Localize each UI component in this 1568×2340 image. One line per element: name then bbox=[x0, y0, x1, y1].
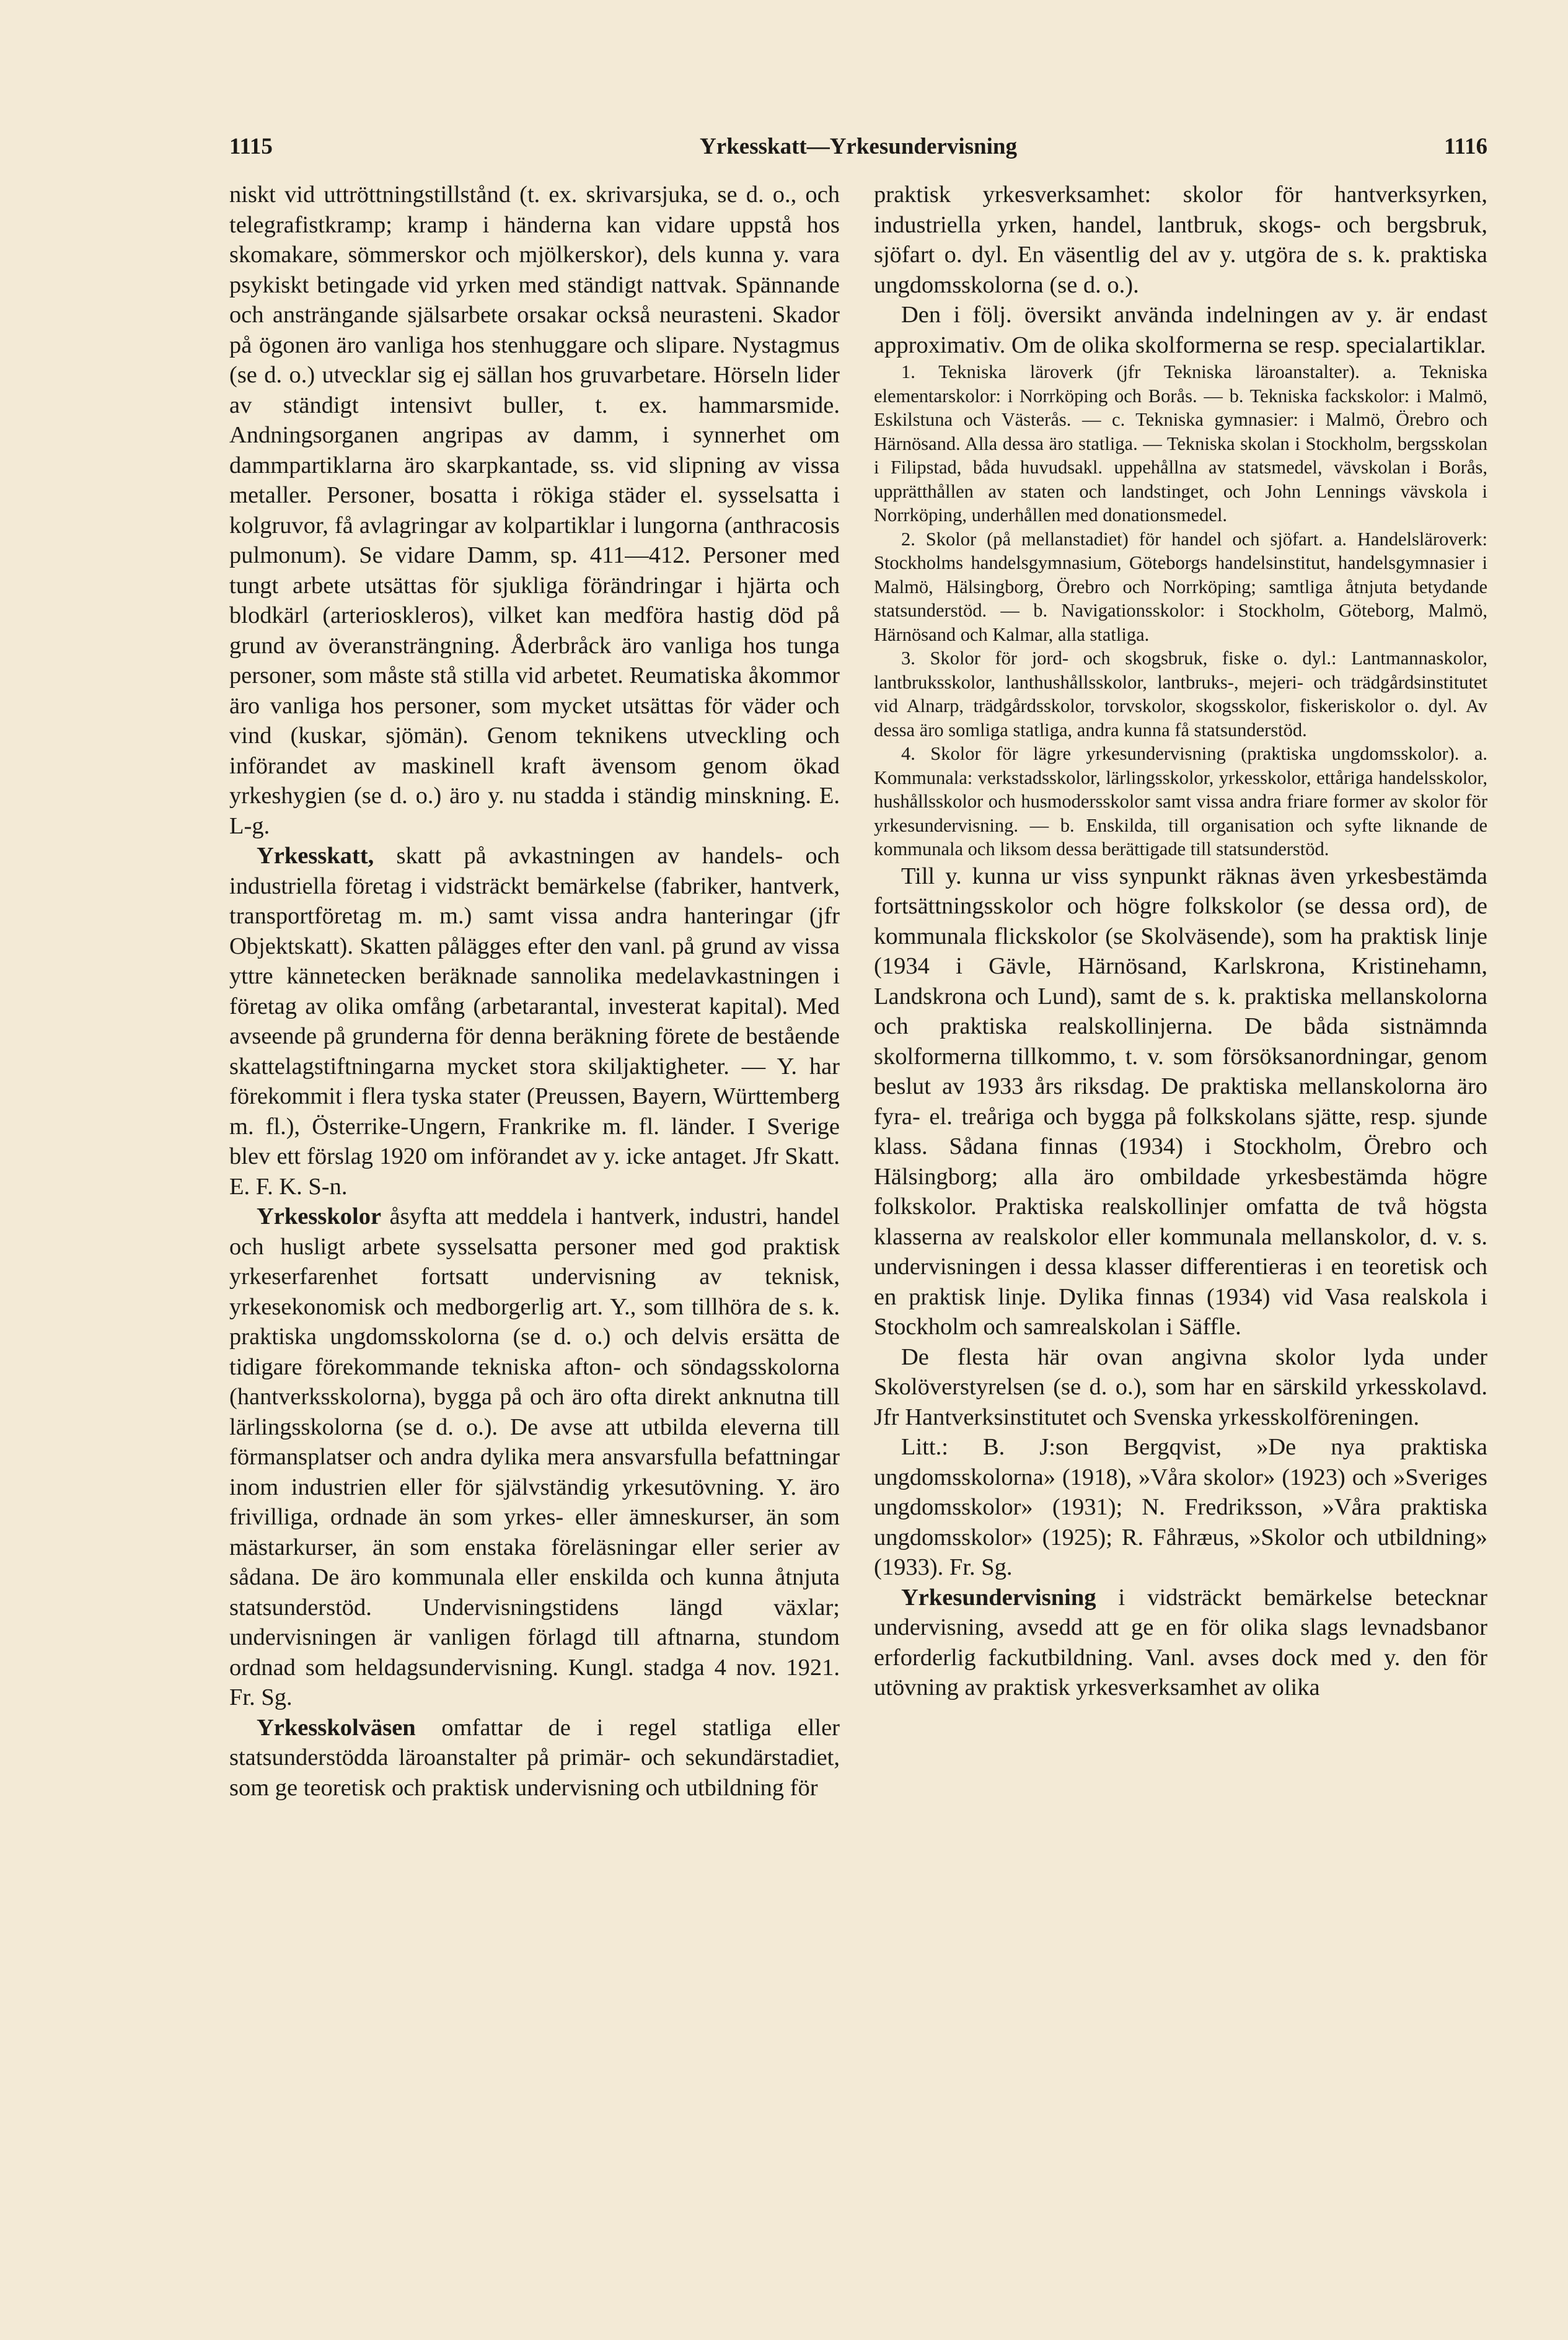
entry-headword: Yrkesskolor bbox=[257, 1203, 382, 1229]
entry-yrkesskatt bbox=[229, 841, 840, 1202]
paragraph: De flesta här ovan angivna skolor lyda under Skolöverstyrelsen (se d. o.), som har en särskild yrkesskolavd. Jfr Hantverksinstitutet och Svenska yrkesskolföreningen. bbox=[874, 1344, 1487, 1430]
entry-text: skatt på avkastningen av handels- och industriella företag i vidsträckt bemärkelse (fabriker, hantverk, transportföretag m. m.) samt vissa andra hanteringar (jfr Objektskatt). Skatten pålägges efter den vanl. på grund av vissa yttre kännetecken beräknade sannolika medelavkastningen i företag av olika omfång (arbetarantal, investerat kapital). Med avseende på grunderna för denna beräkning förete de bestående skattelagstiftningarna mycket stora skiljaktigheter. — Y. har förekommit i flera tyska stater (Preussen, Bayern, Württemberg m. fl.), Österrike-Ungern, Frankrike m. fl. länder. I Sverige blev ett förslag 1920 om införandet av y. icke antaget. Jfr Skatt. E. F. K. S-n. bbox=[229, 843, 840, 1200]
left-column bbox=[229, 180, 840, 2219]
paragraph: Till y. kunna ur viss synpunkt räknas även yrkesbestämda fortsättningsskolor och högre folkskolor (se dessa ord), de kommunala flickskolor (se Skolväsende), som ha praktisk linje (1934 i Gävle, Härnösand, Karlskrona, Kristinehamn, Landskrona och Lund), samt de s. k. praktiska mellanskolorna och praktiska realskollinjerna. De båda sistnämnda skolformerna tillkommo, t. v. som försöksanordningar, genom beslut av 1933 års riksdag. De praktiska mellanskolorna äro fyra- el. treåriga och bygga på folkskolans sjätte, resp. sjunde klass. Sådana finnas (1934) i Stockholm, Örebro och Hälsingborg; alla äro ombildade yrkesbestämda högre folkskolor. Praktiska realskollinjer omfatta de två högsta klasserna av realskolor eller kommunala mellanskolor, d. v. s. undervisningen i dessa klasser differentieras i en teoretisk och en praktisk linje. Dylika finnas (1934) vid Vasa realskola i Stockholm och samrealskolan i Säffle. bbox=[874, 863, 1487, 1340]
paragraph: Den i följ. översikt använda indelningen av y. är endast approximativ. Om de olika skolformerna se resp. specialartiklar. bbox=[874, 302, 1487, 358]
page-number-right: 1116 bbox=[1444, 134, 1487, 159]
page-number-left: 1115 bbox=[229, 134, 273, 159]
entry-text: åsyfta att meddela i hantverk, industri, handel och husligt arbete sysselsatta personer med god praktisk yrkeserfarenhet fortsatt undervisning av teknisk, yrkesekonomisk och medborgerlig art. Y., som tillhöra de s. k. praktiska ungdomsskolorna (se d. o.) och delvis ersätta de tidigare förekommande tekniska afton- och söndagsskolorna (hantverksskolorna), bygga på och äro ofta direkt anknutna till lärlingsskolorna (se d. o.). De avse att utbilda eleverna till förmansplatser och andra dylika mera ansvarsfulla befattningar inom industrien eller för självständig yrkesutövning. Y. äro frivilliga, ordnade än som yrkes- eller ämneskurser, än som mästarkurser, än som enstaka föreläsningar eller serier av sådana. De äro kommunala eller enskilda och kunna åtnjuta statsunderstöd. Undervisningstidens längd växlar; undervisningen är vanligen förlagd till aftnarna, stundom ordnad som heldagsundervisning. Kungl. stadga 4 nov. 1921. Fr. Sg. bbox=[229, 1203, 840, 1710]
paragraph: praktisk yrkesverksamhet: skolor för hantverksyrken, industriella yrken, handel, lantbruk, skogs- och bergsbruk, sjöfart o. dyl. En väsentlig del av y. utgöra de s. k. praktiska ungdomsskolorna (se d. o.). bbox=[874, 182, 1487, 298]
school-list-item: 2. Skolor (på mellanstadiet) för handel och sjöfart. a. Handelsläroverk: Stockholms handelsgymnasium, Göteborgs handelsinstitut, handelsgymnasier i Malmö, Hälsingborg, Örebro och Norrköping; samtliga åtnjuta betydande statsunderstöd. — b. Navigationsskolor: i Stockholm, Göteborg, Malmö, Härnösand och Kalmar, alla statliga. bbox=[874, 528, 1487, 645]
entry-yrkesskolvasen bbox=[229, 1713, 840, 1803]
entry-yrkesundervisning bbox=[874, 1583, 1487, 1703]
school-list-item: 3. Skolor för jord- och skogsbruk, fiske o. dyl.: Lantmannaskolor, lantbruksskolor, lanthushållsskolor, lantbruks-, mejeri- och trädgårdsinstitutet vid Alnarp, trädgårdsskolor, torvskolor, skogsskolor, fiskeriskolor o. dyl. Av dessa äro somliga statliga, andra kunna få statsunderstöd. bbox=[874, 648, 1487, 741]
entry-yrkesskolor bbox=[229, 1202, 840, 1713]
entry-headword: Yrkesskolväsen bbox=[257, 1714, 416, 1741]
page-header bbox=[229, 127, 1487, 170]
running-title: Yrkesskatt—Yrkesundervisning bbox=[700, 134, 1017, 159]
entry-text: omfattar de i regel statliga eller statsunderstödda läroanstalter på primär- och sekundärstadiet, som ge teoretisk och praktisk undervisning och utbildning för bbox=[229, 1714, 840, 1801]
right-column bbox=[874, 180, 1487, 2219]
entry-headword: Yrkesskatt, bbox=[257, 843, 374, 869]
entry-headword: Yrkesundervisning bbox=[901, 1584, 1096, 1611]
literature-paragraph: Litt.: B. J:son Bergqvist, »De nya praktiska ungdomsskolorna» (1918), »Våra skolor» (1923) och »Sveriges ungdomsskolor» (1931); N. Fredriksson, »Våra praktiska ungdomsskolor» (1925); R. Fåhræus, »Skolor och utbildning» (1933). Fr. Sg. bbox=[874, 1434, 1487, 1580]
entry-text: i vidsträckt bemärkelse betecknar undervisning, avsedd att ge en för olika slags levnadsbanor erforderlig fackutbildning. Vanl. avses dock med y. den för utövning av praktisk yrkesverksamhet av olika bbox=[874, 1584, 1487, 1700]
paragraph: niskt vid uttröttningstillstånd (t. ex. skrivarsjuka, se d. o., och telegrafistkramp; kramp i händerna kan vidare uppstå hos skomakare, sömmerskor och mjölkerskor), dels kunna y. vara psykiskt betingade vid yrken med ständigt nattvak. Spännande och ansträngande själsarbete orsakar också neurasteni. Skador på ögonen äro vanliga hos stenhuggare och slipare. Nystagmus (se d. o.) utvecklar sig ej sällan hos gruvarbetare. Hörseln lider av ständigt intensivt buller, t. ex. hammarsmide. Andningsorganen angripas av damm, i synnerhet om dammpartiklarna äro skarpkantade, ss. vid slipning av vissa metaller. Personer, bosatta i rökiga städer el. sysselsatta i kolgruvor, få avlagringar av kolpartiklar i lungorna (anthracosis pulmonum). Se vidare Damm, sp. 411—412. Personer med tungt arbete utsättas för sjukliga förändringar i hjärta och blodkärl (arterioskleros), vilket kan medföra hastig död på grund av överansträngning. Åderbråck äro vanliga hos tunga personer, som måste stå stilla vid arbetet. Reumatiska åkommor äro vanliga hos personer, som mycket utsättas för väder och vind (kuskar, sjömän). Genom teknikens utveckling och införandet av maskinell kraft ävensom genom ökad yrkeshygien (se d. o.) äro y. nu stadda i ständig minskning. E. L-g. bbox=[229, 182, 840, 839]
school-list-item: 4. Skolor för lägre yrkesundervisning (praktiska ungdomsskolor). a. Kommunala: verkstadsskolor, lärlingsskolor, yrkesskolor, ettåriga handelsskolor, hushållsskolor och husmodersskolor samt vissa andra friare former av skolor för yrkesundervisning. — b. Enskilda, till organisation och syfte liknande de kommunala och liksom dessa berättigade till statsunderstöd. bbox=[874, 743, 1487, 860]
school-list-item: 1. Tekniska läroverk (jfr Tekniska läroanstalter). a. Tekniska elementarskolor: i Norrköping och Borås. — b. Tekniska fackskolor: i Malmö, Eskilstuna och Västerås. — c. Tekniska gymnasier: i Malmö, Örebro och Härnösand. Alla dessa äro statliga. — Tekniska skolan i Stockholm, bergsskolan i Filipstad, båda huvudsakl. uppehållna av statsmedel, vävskolan i Borås, upprätthållen av staten och landstinget, och John Lennings vävskola i Norrköping, underhållen med donationsmedel. bbox=[874, 361, 1487, 526]
